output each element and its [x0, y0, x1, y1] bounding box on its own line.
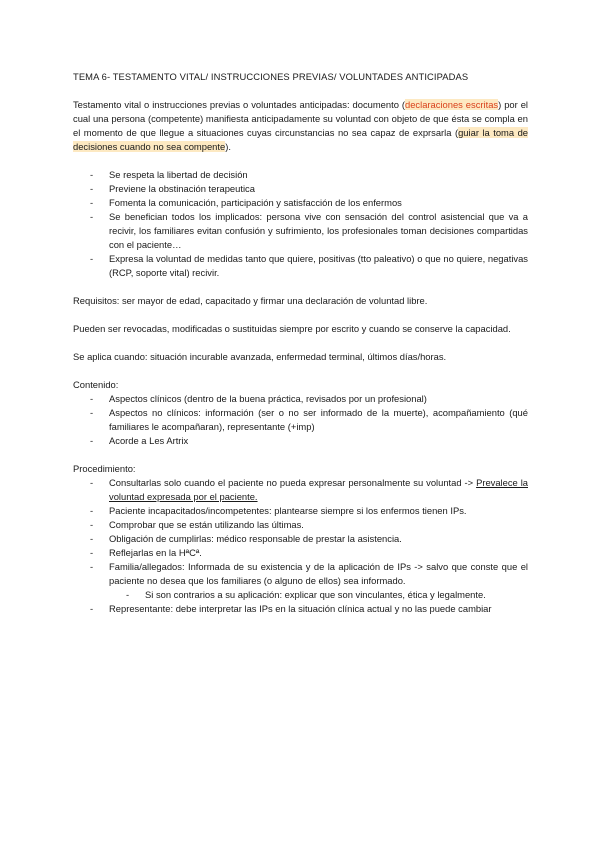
underlined-prevalece: Prevalece la voluntad expresada por el paciente. [109, 477, 528, 502]
document-title: TEMA 6- TESTAMENTO VITAL/ INSTRUCCIONES PREVIAS/ VOLUNTADES ANTICIPADAS [73, 71, 469, 82]
list-item: - Expresa la voluntad de medidas tanto que quiere, positivas (tto paleativo) o que no quiere, negativas (RCP, soporte vital) recivir. [73, 252, 528, 280]
revocadas-paragraph: Pueden ser revocadas, modificadas o sustituidas siempre por escrito y cuando se conserve la capacidad. [73, 323, 511, 334]
list-item: - Reflejarlas en la HªCª. [73, 546, 528, 560]
list-item: - Se benefician todos los implicados: persona vive con sensación del control asistencial que va a recivir, los familiares evitan confusión y sufrimiento, los profesionales toman decisiones compartidas con el paciente… [73, 210, 528, 252]
contenido-list [73, 392, 528, 448]
list-item: - Paciente incapacitados/incompetentes: plantearse siempre si los enfermos tienen IPs. [73, 504, 528, 518]
procedimiento-heading: Procedimiento: [73, 463, 136, 474]
list-item: - Familia/allegados: Informada de su existencia y de la aplicación de IPs -> salvo que conste que el paciente no desea que los familiares (o alguno de ellos) sea informado. - Si son contrarios a su aplicación: explicar que son vinculantes, ética y legalmente. [73, 560, 528, 602]
list-item: - Comprobar que se están utilizando las últimas. [73, 518, 528, 532]
list-item: - Acorde a Les Artrix [73, 434, 528, 448]
document-content [73, 70, 528, 630]
benefits-list [73, 168, 528, 280]
list-item: - Aspectos clínicos (dentro de la buena práctica, revisados por un profesional) [73, 392, 528, 406]
list-item: - Se respeta la libertad de decisión [73, 168, 528, 182]
intro-text-2: ) por el cual una persona (competente) manifiesta anticipadamente su voluntad con objeto de que ésta se compla en el momento de que llegue a situaciones cuyas circunstancias no sea capaz de exprsarla ( [73, 99, 528, 138]
highlight-declaraciones: declaraciones escritas [405, 99, 499, 110]
intro-paragraph [73, 98, 528, 154]
list-item: - Representante: debe interpretar las IPs en la situación clínica actual y no las puede cambiar [73, 602, 528, 616]
list-item: - Consultarlas solo cuando el paciente no pueda expresar personalmente su voluntad -> Prevalece la voluntad expresada por el paciente. [73, 476, 528, 504]
highlight-guiar: guiar la toma de decisiones cuando no sea compente [73, 127, 528, 152]
list-item: - Previene la obstinación terapeutica [73, 182, 528, 196]
intro-text-3: ). [225, 141, 231, 152]
sub-list [109, 588, 528, 602]
list-item: - Aspectos no clínicos: información (ser o no ser informado de la muerte), acompañamiento (qué familiares le acompañaran), representante (+imp) [73, 406, 528, 434]
list-item: - Obligación de cumplirlas: médico responsable de prestar la asistencia. [73, 532, 528, 546]
requisitos-paragraph: Requisitos: ser mayor de edad, capacitado y firmar una declaración de voluntad libre. [73, 295, 428, 306]
intro-text-1: Testamento vital o instrucciones previas o voluntades anticipadas: documento ( [73, 99, 405, 110]
sub-list-item: - Si son contrarios a su aplicación: explicar que son vinculantes, ética y legalmente. [109, 588, 528, 602]
contenido-heading: Contenido: [73, 379, 119, 390]
list-item: - Fomenta la comunicación, participación y satisfacción de los enfermos [73, 196, 528, 210]
procedimiento-list [73, 476, 528, 616]
aplica-paragraph: Se aplica cuando: situación incurable avanzada, enfermedad terminal, últimos días/horas. [73, 351, 447, 362]
